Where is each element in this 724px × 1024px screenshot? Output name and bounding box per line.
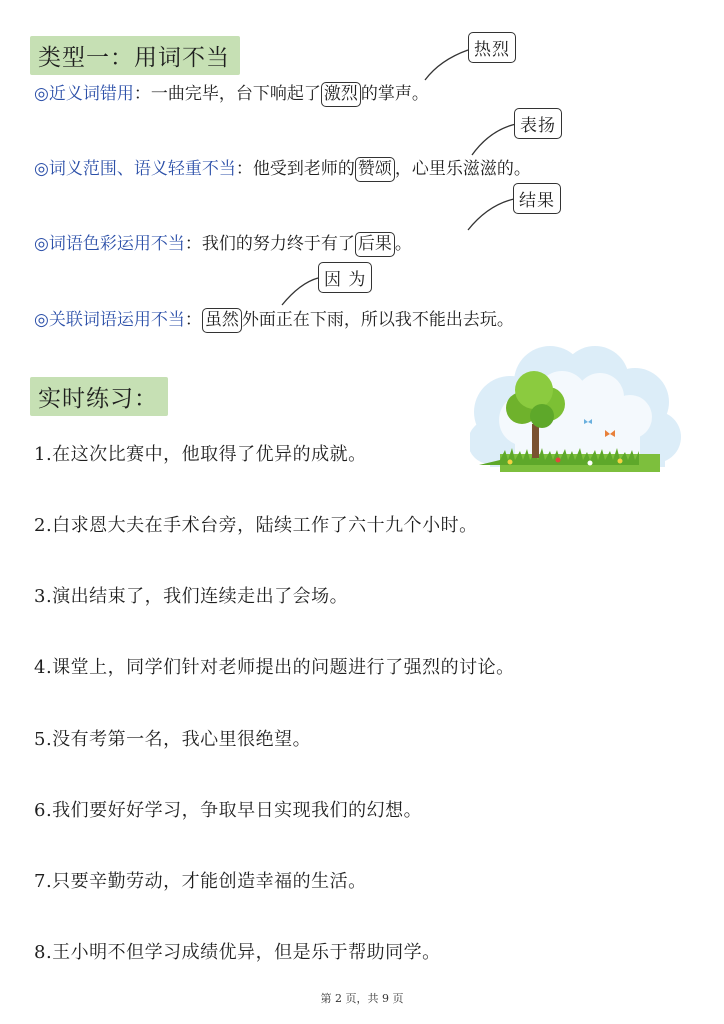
exercise-item-2: 2.白求恩大夫在手术台旁，陆续工作了六十九个小时。 [34, 515, 478, 536]
correction-box-2: 表扬 [514, 108, 562, 139]
boxed-wrong-word: 虽然 [202, 308, 242, 333]
example-before: 他受到老师的 [252, 159, 355, 179]
exercise-item-4: 4.课堂上，同学们针对老师提出的问题进行了强烈的讨论。 [34, 657, 515, 678]
example-after: 的掌声。 [360, 84, 429, 104]
exercise-item-8: 8.王小明不但学习成绩优异，但是乐于帮助同学。 [34, 942, 441, 963]
rule-word-connotation [34, 229, 412, 257]
connector-line-2 [472, 124, 516, 155]
tree-trunk [532, 424, 539, 458]
rule-conjunction-misuse [34, 305, 514, 333]
correction-connector-lines [0, 0, 724, 400]
correction-box-3: 结果 [513, 183, 561, 214]
example-before: 我们的努力终于有了 [201, 234, 355, 254]
example-after: 。 [394, 234, 412, 254]
page-number-footer: 第 2 页，共 9 页 [320, 992, 404, 1005]
section-heading-practice: 实时练习： [30, 377, 168, 416]
example-before: 一曲完毕，台下响起了 [150, 84, 321, 104]
tree-meadow-illustration [470, 342, 682, 480]
rule-synonym-misuse [34, 79, 429, 107]
exercise-item-6: 6.我们要好好学习，争取早日实现我们的幻想。 [34, 800, 423, 821]
connector-line-1 [425, 50, 468, 80]
connector-line-3 [468, 199, 514, 230]
connector-line-4 [282, 278, 318, 305]
correction-box-4: 因 为 [318, 262, 372, 293]
exercise-item-3: 3.演出结束了，我们连续走出了会场。 [34, 586, 349, 607]
example-after: 外面正在下雨，所以我不能出去玩。 [241, 310, 514, 330]
rule-label: ◎近义词错用 [34, 84, 134, 104]
rule-scope-weight [34, 154, 531, 182]
boxed-wrong-word: 赞颂 [355, 157, 395, 182]
rule-colon: ： [184, 234, 202, 254]
rule-label: ◎关联词语运用不当 [34, 310, 185, 330]
rule-colon: ： [235, 159, 253, 179]
example-after: ，心里乐滋滋的。 [394, 159, 531, 179]
rule-label: ◎词语色彩运用不当 [34, 234, 185, 254]
exercise-item-1: 1.在这次比赛中，他取得了优异的成就。 [34, 444, 367, 465]
rule-colon: ： [184, 310, 202, 330]
boxed-wrong-word: 激烈 [321, 82, 361, 107]
exercise-item-7: 7.只要辛勤劳动，才能创造幸福的生活。 [34, 871, 367, 892]
section-heading-type-one: 类型一：用词不当 [30, 36, 240, 75]
boxed-wrong-word: 后果 [355, 232, 395, 257]
rule-label: ◎词义范围、语义轻重不当 [34, 159, 236, 179]
rule-colon: ： [133, 84, 151, 104]
correction-box-1: 热烈 [468, 32, 516, 63]
exercise-item-5: 5.没有考第一名，我心里很绝望。 [34, 729, 312, 750]
